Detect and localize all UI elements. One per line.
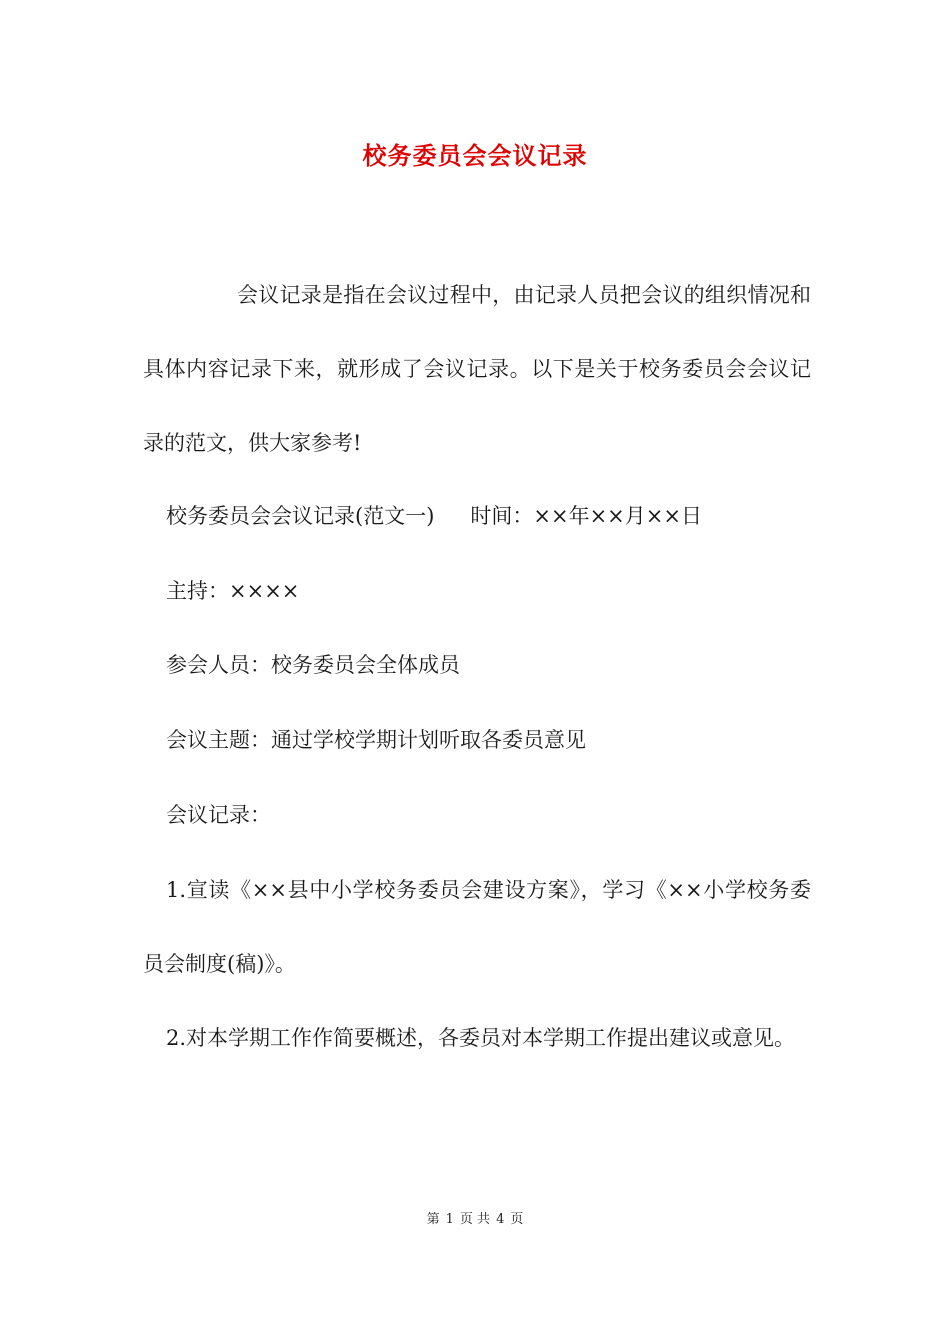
minutes-label: 会议记录： — [166, 803, 271, 827]
meeting-attendees: 参会人员：校务委员会全体成员 — [166, 653, 460, 677]
meeting-host: 主持：×××× — [166, 579, 300, 603]
sample-heading: 校务委员会会议记录(范文一) — [166, 504, 435, 528]
sample-heading-line — [166, 501, 702, 531]
intro-paragraph: 会议记录是指在会议过程中，由记录人员把会议的组织情况和具体内容记录下来，就形成了会议记录。以下是关于校务委员会会议记录的范文，供大家参考! — [143, 283, 811, 455]
minutes-item-1: 1.宣读《××县中小学校务委员会建设方案》，学习《××小学校务委员会制度(稿)》。 — [143, 878, 811, 976]
footer-mid: 页 共 — [459, 1212, 491, 1227]
meeting-time: 时间：××年××月××日 — [470, 504, 702, 528]
footer-page-current: 1 — [445, 1212, 454, 1227]
document-title: 校务委员会会议记录 — [362, 141, 588, 170]
minutes-item-2: 2.对本学期工作作简要概述，各委员对本学期工作提出建议或意见。 — [166, 1026, 796, 1050]
page-footer — [0, 1208, 950, 1227]
meeting-topic: 会议主题：通过学校学期计划听取各委员意见 — [166, 728, 586, 752]
footer-page-total: 4 — [496, 1212, 505, 1227]
footer-suffix: 页 — [510, 1212, 524, 1227]
footer-prefix: 第 — [426, 1212, 440, 1227]
